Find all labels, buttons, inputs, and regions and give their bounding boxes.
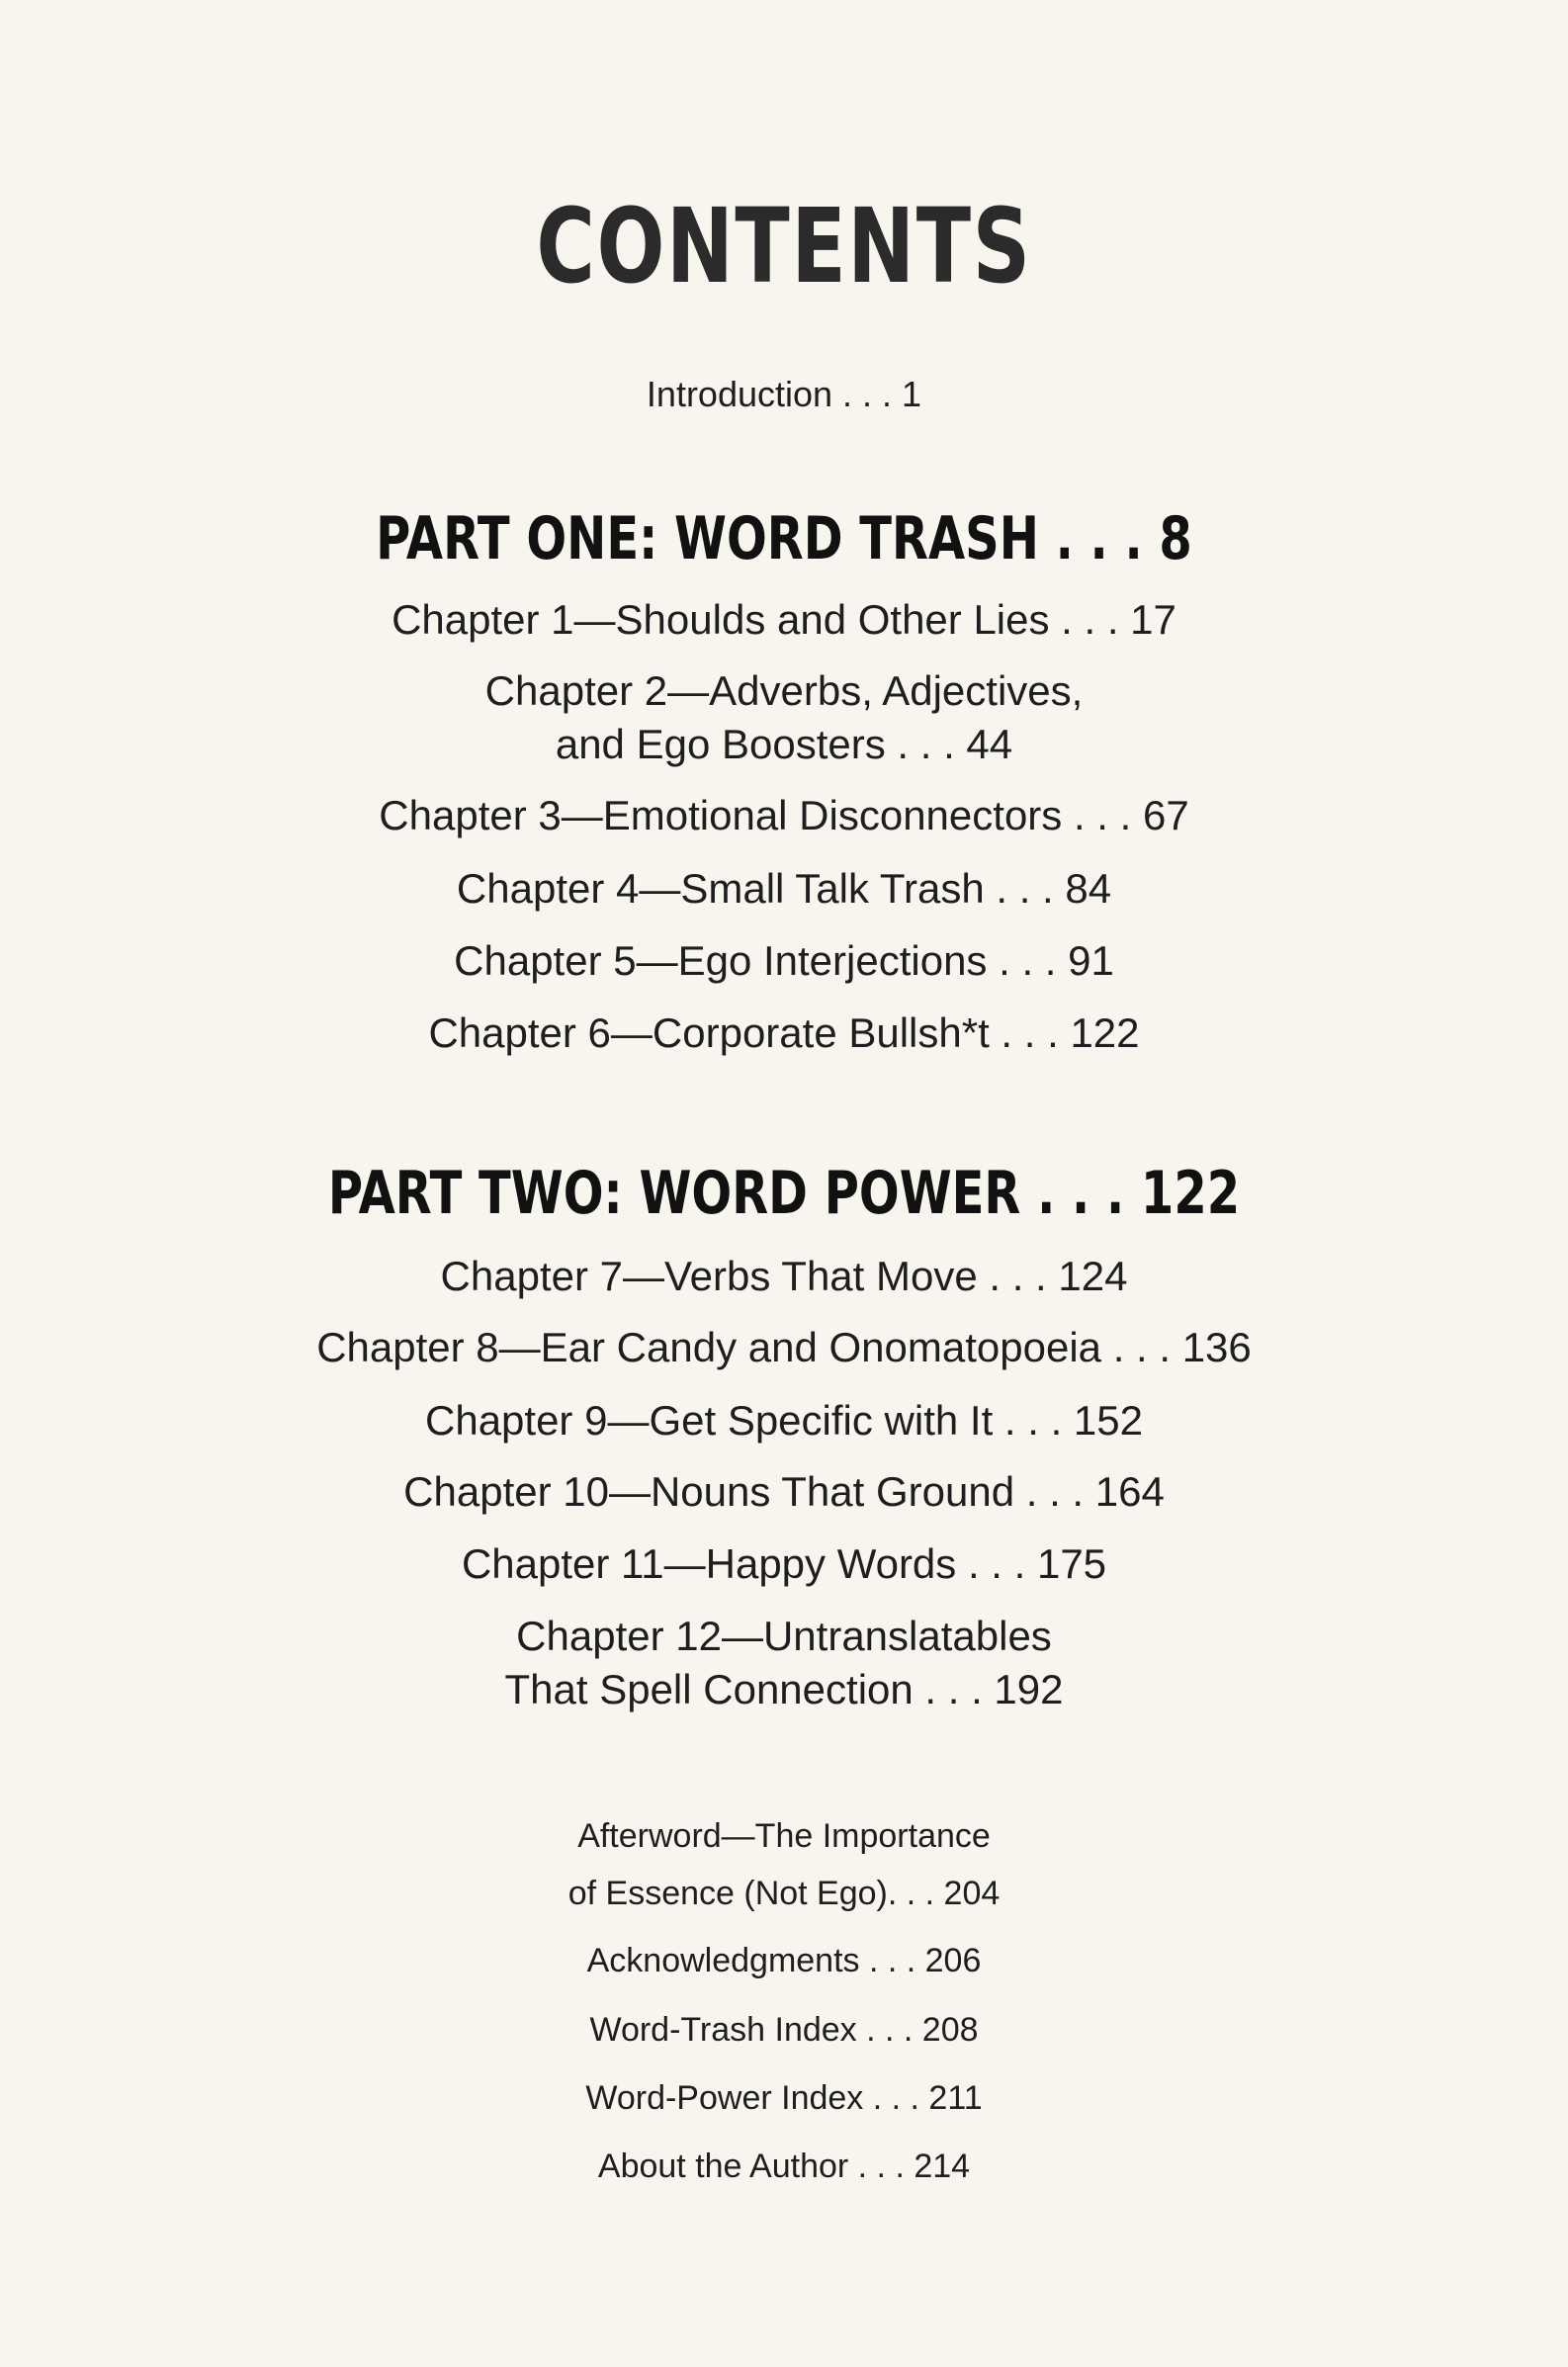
- part-two-heading: PART TWO: WORD POWER . . . 122: [327, 1159, 1241, 1228]
- toc-entry-chapter-3: Chapter 3—Emotional Disconnectors . . . 67: [379, 792, 1189, 838]
- toc-entry-word-trash-index: Word-Trash Index . . . 208: [589, 2011, 979, 2049]
- toc-entry-afterword-line-1: Afterword—The Importance: [577, 1817, 991, 1855]
- toc-entry-chapter-7: Chapter 7—Verbs That Move . . . 124: [440, 1253, 1128, 1299]
- toc-entry-introduction: Introduction . . . 1: [646, 374, 922, 414]
- toc-entry-chapter-5: Chapter 5—Ego Interjections . . . 91: [454, 937, 1114, 984]
- page-title: CONTENTS: [536, 186, 1032, 307]
- toc-entry-chapter-2-line-2: and Ego Boosters . . . 44: [555, 721, 1013, 767]
- toc-entry-afterword-line-2: of Essence (Not Ego). . . 204: [567, 1875, 1001, 1912]
- toc-entry-chapter-9: Chapter 9—Get Specific with It . . . 152: [425, 1397, 1143, 1444]
- toc-entry-chapter-12-line-2: That Spell Connection . . . 192: [504, 1666, 1064, 1712]
- toc-entry-about-the-author: About the Author . . . 214: [597, 2148, 971, 2185]
- part-one-heading: PART ONE: WORD TRASH . . . 8: [376, 504, 1192, 573]
- toc-entry-chapter-10: Chapter 10—Nouns That Ground . . . 164: [403, 1468, 1165, 1515]
- toc-entry-word-power-index: Word-Power Index . . . 211: [585, 2079, 983, 2117]
- toc-entry-chapter-8: Chapter 8—Ear Candy and Onomatopoeia . . . 136: [316, 1324, 1252, 1370]
- toc-entry-chapter-1: Chapter 1—Shoulds and Other Lies . . . 17: [392, 596, 1176, 643]
- toc-entry-chapter-4: Chapter 4—Small Talk Trash . . . 84: [456, 865, 1112, 912]
- toc-entry-chapter-12-line-1: Chapter 12—Untranslatables: [516, 1613, 1052, 1659]
- toc-entry-chapter-11: Chapter 11—Happy Words . . . 175: [461, 1540, 1107, 1587]
- toc-entry-chapter-6: Chapter 6—Corporate Bullsh*t . . . 122: [428, 1009, 1140, 1056]
- toc-entry-chapter-2-line-1: Chapter 2—Adverbs, Adjectives,: [484, 667, 1084, 714]
- toc-entry-acknowledgments: Acknowledgments . . . 206: [586, 1942, 982, 1979]
